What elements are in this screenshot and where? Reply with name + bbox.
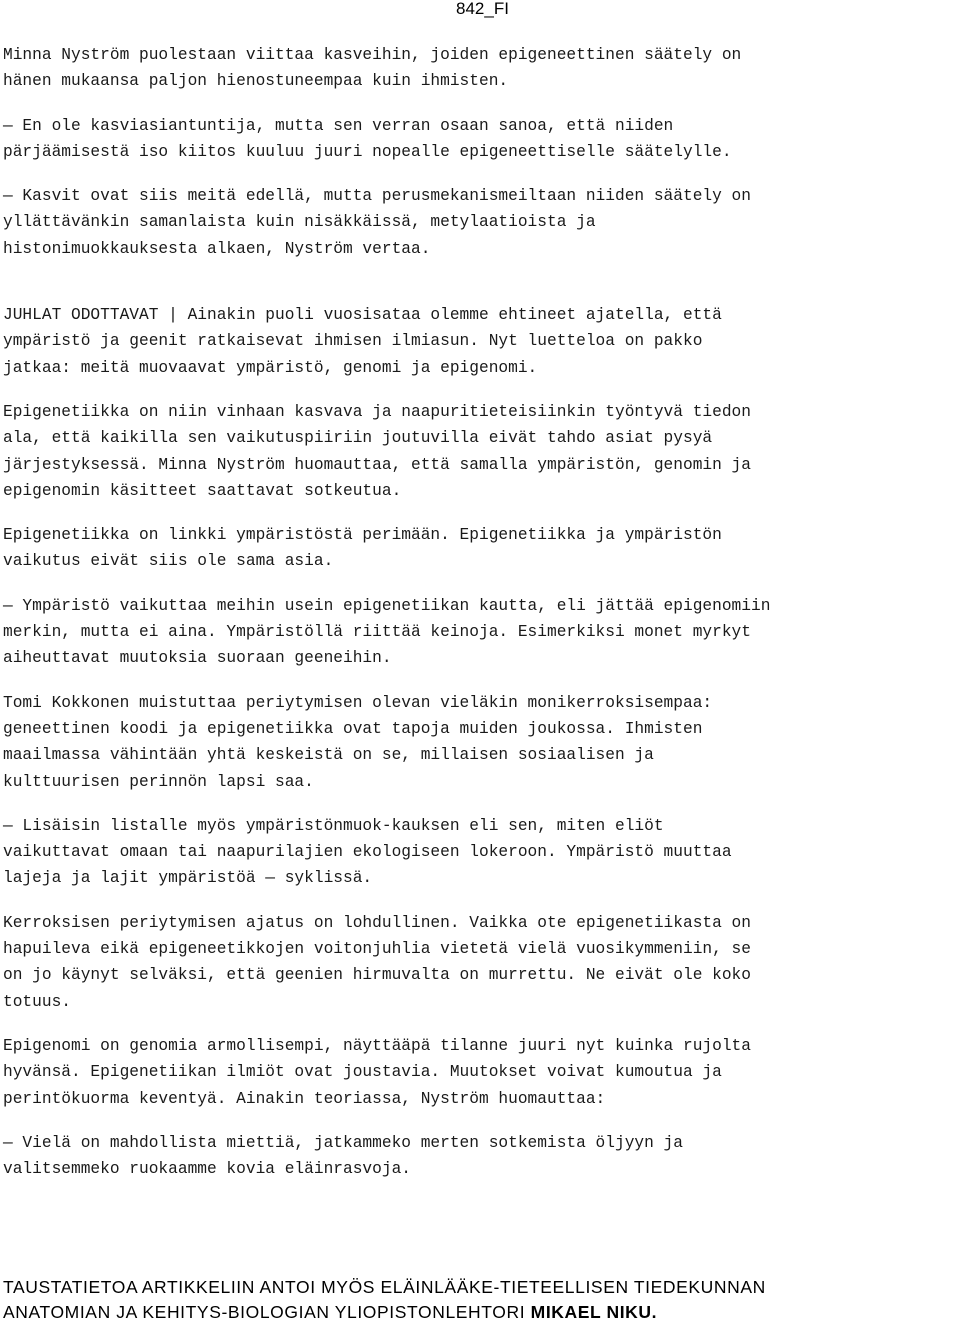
text-line: merkin, mutta ei aina. Ympäristöllä riittää keinoja. Esimerkiksi monet myrkyt (3, 623, 751, 642)
text-line: vaikutus eivät siis ole sama asia. (3, 552, 334, 571)
paragraph (3, 910, 960, 1015)
paragraph (3, 1130, 960, 1183)
text-line: JUHLAT ODOTTAVAT | Ainakin puoli vuosisataa olemme ehtineet ajatella, että (3, 306, 722, 325)
paragraph (3, 183, 960, 262)
text-line: aiheuttavat muutoksia suoraan geeneihin. (3, 649, 392, 668)
text-line: ympäristö ja geenit ratkaisevat ihmisen ilmiasun. Nyt luetteloa on pakko (3, 332, 703, 351)
paragraph (3, 690, 960, 795)
text-line: — Ympäristö vaikuttaa meihin usein epigenetiikan kautta, eli jättää epigenomiin (3, 596, 771, 615)
text-line: valitsemmeko ruokaamme kovia eläinrasvoja. (3, 1160, 411, 1179)
footer-line: TAUSTATIETOA ARTIKKELIIN ANTOI MYÖS ELÄINLÄÄKE-TIETEELLISEN TIEDEKUNNAN (3, 1277, 766, 1297)
text-line: jatkaa: meitä muovaavat ympäristö, genomi ja epigenomi. (3, 358, 538, 377)
text-line: geneettinen koodi ja epigenetiikka ovat tapoja muiden joukossa. Ihmisten (3, 719, 703, 738)
text-line: kulttuurisen perinnön lapsi saa. (3, 772, 314, 791)
paragraph (3, 522, 960, 575)
text-line: lajeja ja lajit ympäristöä — syklissä. (3, 869, 373, 888)
page-id: 842_FI (456, 0, 509, 18)
footer-line (3, 1300, 766, 1325)
text-line: Kerroksisen periytymisen ajatus on lohdullinen. Vaikka ote epigenetiikasta on (3, 913, 751, 932)
footer-credits (3, 1275, 766, 1325)
text-line: totuus. (3, 992, 71, 1011)
article-body (3, 42, 960, 1200)
footer-author: MIKAEL NIKU. (530, 1302, 658, 1322)
text-line: Epigenetiikka on niin vinhaan kasvava ja naapuritieteisiinkin työntyvä tiedon (3, 402, 751, 421)
text-line: maailmassa vähintään yhtä keskeistä on se, millaisen sosiaalisen ja (3, 746, 654, 765)
text-line: järjestyksessä. Minna Nyström huomauttaa, että samalla ympäristön, genomin ja (3, 455, 751, 474)
text-line: — Kasvit ovat siis meitä edellä, mutta perusmekanismeiltaan niiden säätely on (3, 187, 751, 206)
text-line: pärjäämisestä iso kiitos kuuluu juuri nopealle epigeneettiselle säätelylle. (3, 142, 732, 161)
paragraph (3, 1033, 960, 1112)
paragraph (3, 399, 960, 504)
footer-title: ANATOMIAN JA KEHITYS-BIOLOGIAN YLIOPISTONLEHTORI (3, 1302, 526, 1322)
text-line: — Vielä on mahdollista miettiä, jatkammeko merten sotkemista öljyyn ja (3, 1133, 683, 1152)
text-line: histonimuokkauksesta alkaen, Nyström vertaa. (3, 239, 431, 258)
text-line: Epigenetiikka on linkki ympäristöstä perimään. Epigenetiikka ja ympäristön (3, 526, 722, 545)
text-line: hänen mukaansa paljon hienostuneempaa kuin ihmisten. (3, 72, 509, 91)
paragraph (3, 593, 960, 672)
text-line: vaikuttavat omaan tai naapurilajien ekologiseen lokeroon. Ympäristö muuttaa (3, 843, 732, 862)
text-line: epigenomin käsitteet saattavat sotkeutua. (3, 481, 402, 500)
text-line: Tomi Kokkonen muistuttaa periytymisen olevan vieläkin monikerroksisempaa: (3, 693, 713, 712)
text-line: hyvänsä. Epigenetiikan ilmiöt ovat joustavia. Muutokset voivat kumoutua ja (3, 1063, 722, 1082)
paragraph (3, 42, 960, 95)
paragraph (3, 813, 960, 892)
text-line: yllättävänkin samanlaista kuin nisäkkäissä, metylaatioista ja (3, 213, 596, 232)
text-line: hapuileva eikä epigeneetikkojen voitonjuhlia vietetä vielä vuosikymmeniin, se (3, 940, 751, 959)
text-line: — En ole kasviasiantuntija, mutta sen verran osaan sanoa, että niiden (3, 116, 674, 135)
text-line: ala, että kaikilla sen vaikutuspiiriin joutuvilla eivät tahdo asiat pysyä (3, 429, 713, 448)
text-line: — Lisäisin listalle myös ympäristönmuok-kauksen eli sen, miten eliöt (3, 816, 664, 835)
text-line: Minna Nyström puolestaan viittaa kasveihin, joiden epigeneettinen säätely on (3, 46, 742, 64)
paragraph (3, 113, 960, 166)
section-heading-paragraph (3, 302, 960, 381)
text-line: Epigenomi on genomia armollisempi, näyttääpä tilanne juuri nyt kuinka rujolta (3, 1036, 751, 1055)
text-line: on jo käynyt selväksi, että geenien hirmuvalta on murrettu. Ne eivät ole koko (3, 966, 751, 985)
text-line: perintökuorma keventyä. Ainakin teoriassa, Nyström huomauttaa: (3, 1089, 606, 1108)
